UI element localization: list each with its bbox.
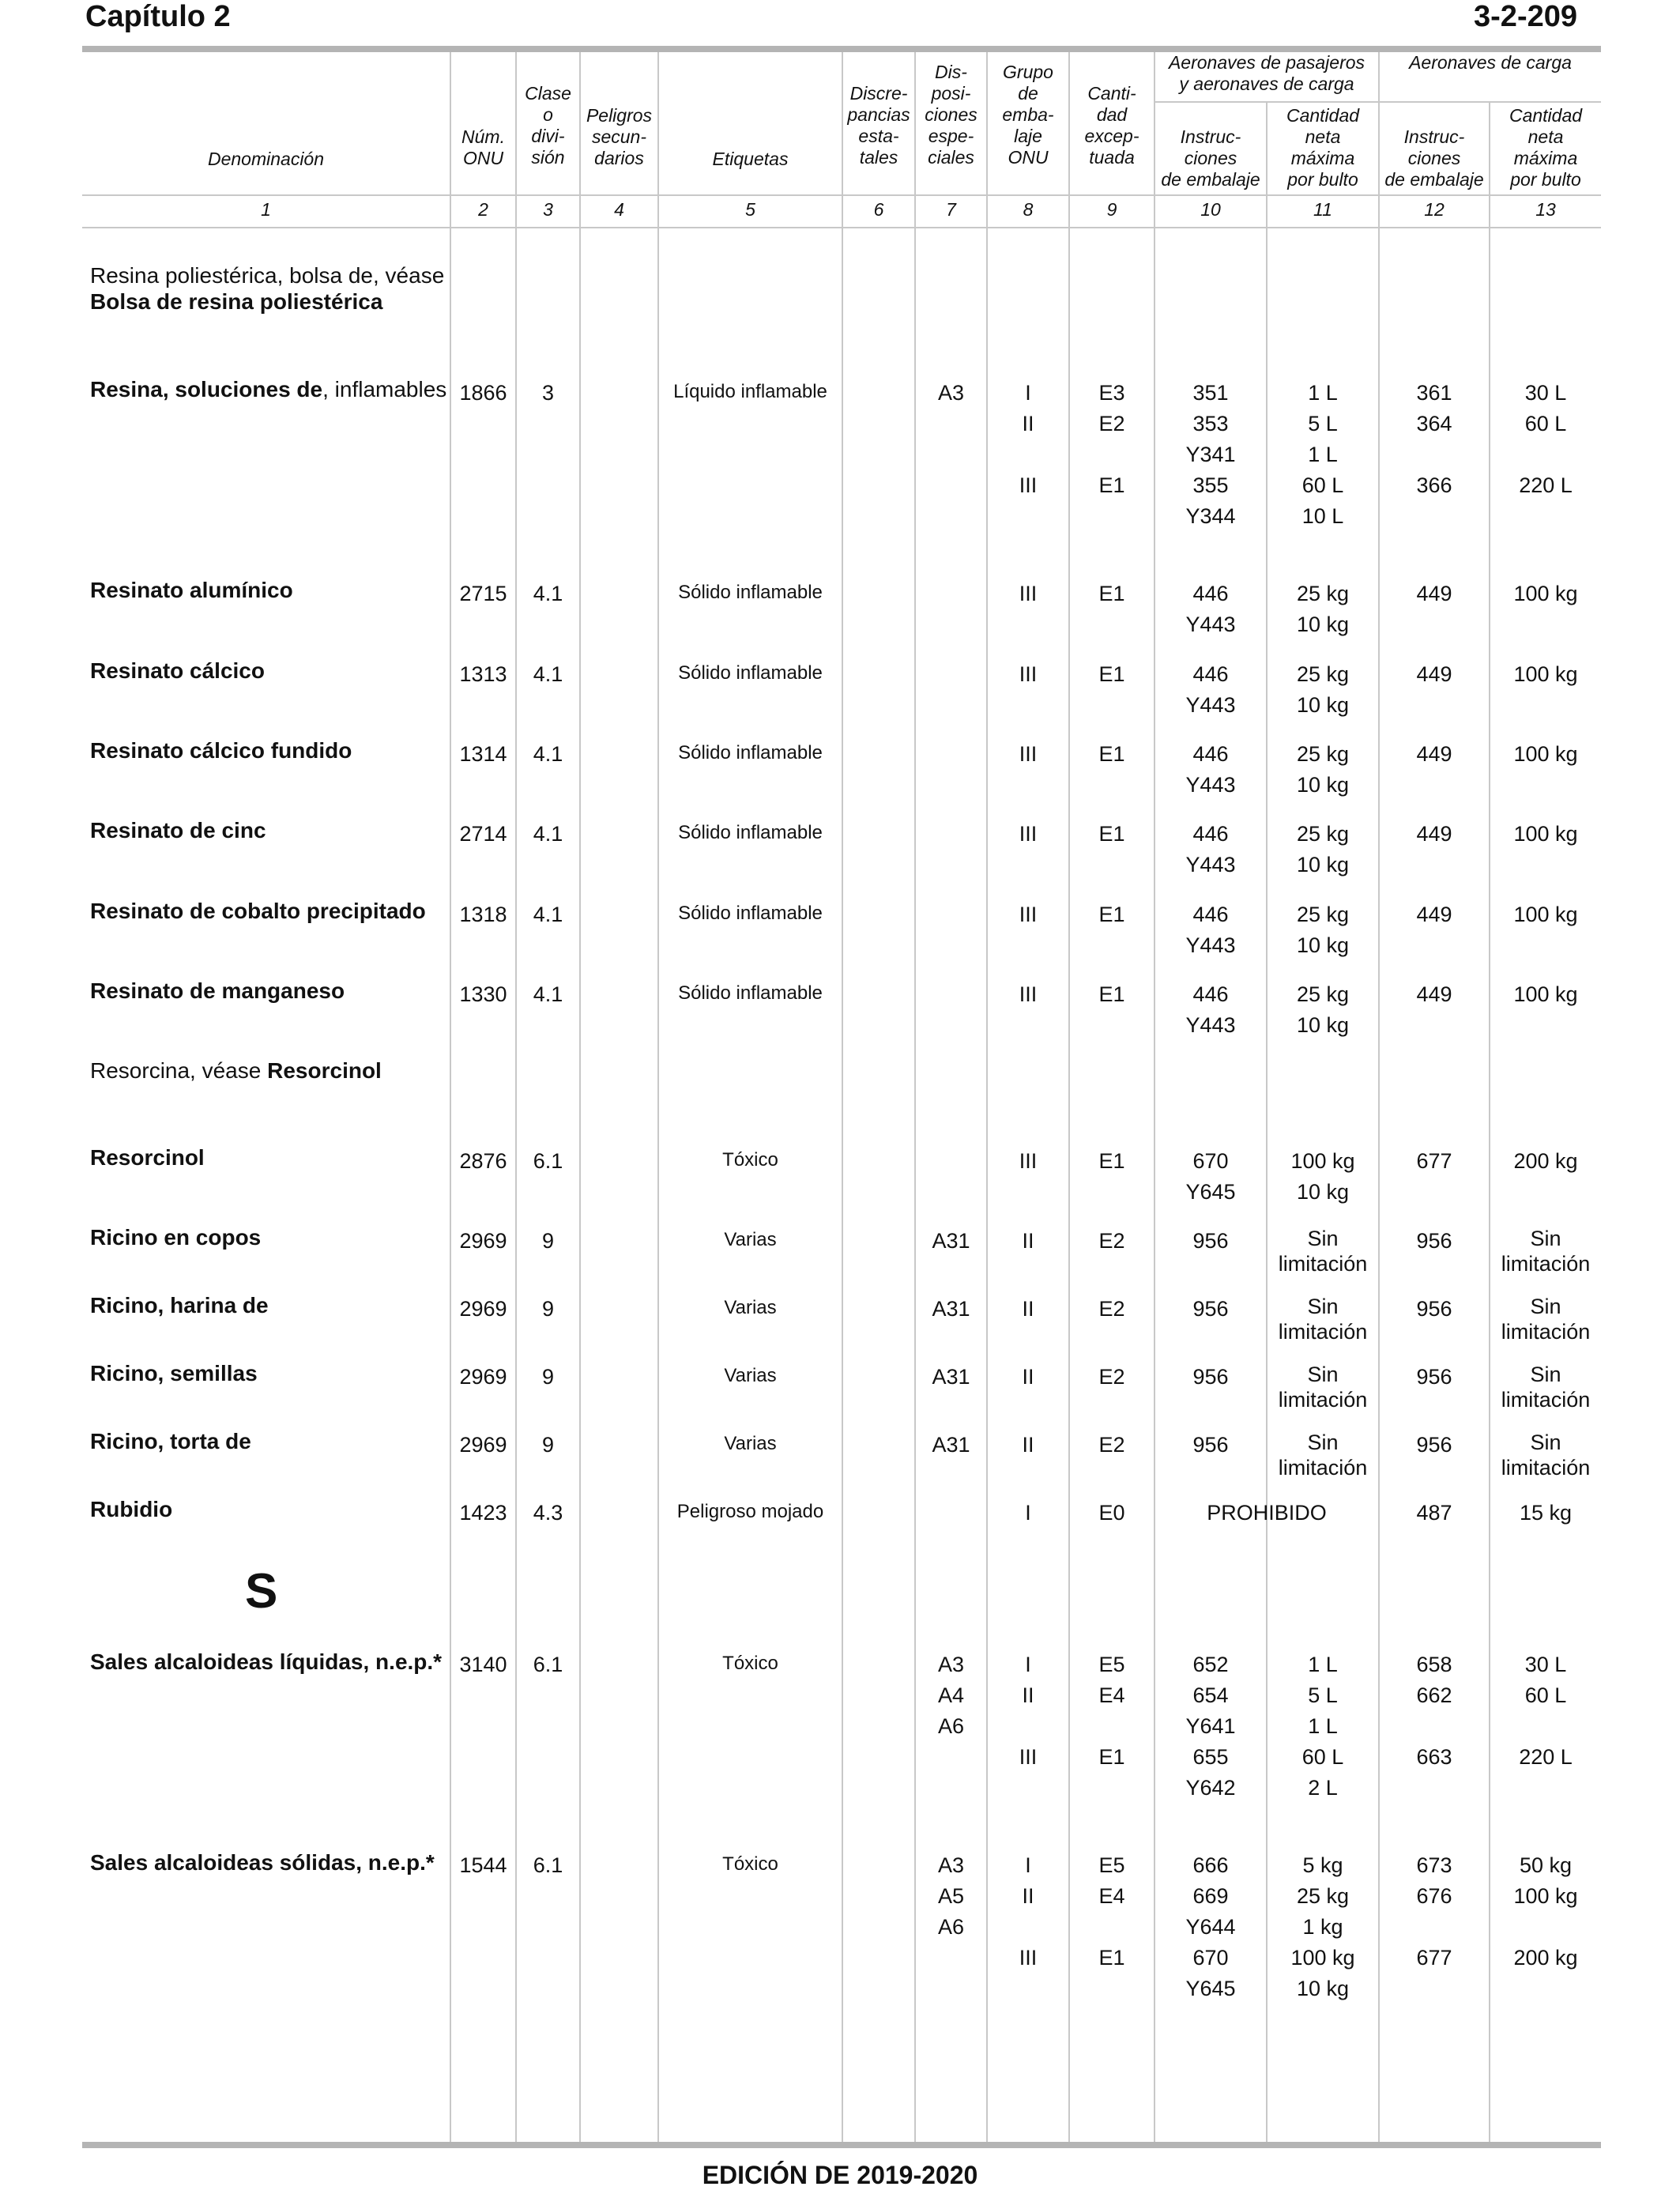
max-quantity-passenger: 25 kg 10 kg (1296, 742, 1350, 797)
entry-name (90, 978, 454, 1004)
entry-name (90, 1496, 454, 1522)
entry-name-bold: Ricino en copos (90, 1225, 262, 1250)
header-peligros: Peligros secun- darios (586, 105, 653, 168)
entry-name (90, 577, 454, 603)
column-number: 9 (1106, 199, 1117, 220)
max-quantity-passenger: Sin limitación (1278, 1295, 1368, 1344)
label: Tóxico (722, 1149, 778, 1171)
column-number: 5 (745, 199, 755, 220)
col-line (986, 52, 988, 2142)
un-number: 3140 (459, 1653, 507, 1676)
un-number: 1318 (459, 903, 507, 926)
max-quantity-passenger: Sin limitación (1278, 1363, 1368, 1412)
max-quantity-passenger: 25 kg 10 kg (1296, 903, 1350, 957)
special-provisions: A31 (932, 1229, 970, 1253)
column-number: 4 (614, 199, 624, 220)
max-quantity-cargo: 100 kg (1513, 822, 1578, 846)
header-cantidad-pasajeros: Cantidad neta máxima por bulto (1286, 105, 1360, 190)
entry-name (90, 1144, 454, 1171)
excepted-quantity: E2 (1098, 1297, 1125, 1321)
class-division: 4.1 (533, 822, 563, 846)
packing-instruction-passenger: 446 Y443 (1185, 822, 1236, 876)
un-number: 2876 (459, 1149, 507, 1173)
col-line (1154, 52, 1155, 2142)
packing-instruction-passenger: 446 Y443 (1185, 903, 1236, 957)
packing-instruction-passenger: 446 Y443 (1185, 742, 1236, 797)
entry-name (90, 376, 454, 402)
header-group-carga: Aeronaves de carga (1409, 52, 1572, 73)
excepted-quantity: E2 (1098, 1229, 1125, 1253)
un-number: 1866 (459, 381, 507, 405)
header-denominacion: Denominación (207, 149, 325, 169)
special-provisions: A3 A4 A6 (937, 1653, 965, 1738)
max-quantity-passenger: 1 L 5 L 1 L 60 L 2 L (1301, 1653, 1344, 1800)
excepted-quantity: E1 (1098, 903, 1125, 926)
entry-name-bold: Resinato alumínico (90, 578, 293, 602)
class-division: 4.1 (533, 903, 563, 926)
max-quantity-passenger: 25 kg 10 kg (1296, 982, 1350, 1037)
column-number: 3 (543, 199, 553, 220)
packing-group: III (1019, 742, 1038, 766)
label: Sólido inflamable (678, 822, 823, 843)
packing-instruction-passenger: 956 (1192, 1365, 1229, 1389)
packing-instruction-passenger: 666 669 Y644 670 Y645 (1185, 1853, 1236, 2000)
entry-name-plain: Resorcina, véase (90, 1058, 262, 1083)
col-line (515, 52, 517, 2142)
max-quantity-cargo: 30 L 60 L 220 L (1519, 1653, 1573, 1769)
column-number: 1 (261, 199, 271, 220)
column-number: 8 (1023, 199, 1034, 220)
header-clase: Clase o divi- sión (525, 83, 571, 168)
col-line (1378, 52, 1380, 2142)
top-rule (82, 46, 1601, 52)
entry-name-bold: Ricino, semillas (90, 1361, 258, 1385)
label: Varias (724, 1365, 777, 1386)
excepted-quantity: E5 E4 E1 (1098, 1653, 1125, 1769)
packing-group: I II III (1019, 1853, 1038, 1970)
class-division: 6.1 (533, 1653, 563, 1676)
excepted-quantity: E2 (1098, 1433, 1125, 1457)
excepted-quantity: E0 (1098, 1501, 1125, 1525)
packing-group: III (1019, 903, 1038, 926)
entry-name-bold: Resinato de cinc (90, 818, 266, 843)
entry-name (90, 1224, 454, 1250)
entry-name (90, 1428, 454, 1454)
col-line (657, 52, 659, 2142)
entry-name-bold: Ricino, torta de (90, 1429, 251, 1453)
label: Varias (724, 1297, 777, 1318)
entry-name-bold: Resinato de cobalto precipitado (90, 899, 426, 923)
max-quantity-passenger: 25 kg 10 kg (1296, 582, 1350, 636)
packing-group: II (1022, 1433, 1034, 1457)
packing-instruction-cargo: 658 662 663 (1416, 1653, 1452, 1769)
entry-name-bold: Resinato cálcico fundido (90, 738, 352, 763)
packing-instruction-cargo: 449 (1416, 662, 1452, 686)
max-quantity-cargo: 100 kg (1513, 903, 1578, 926)
entry-name-plain: Resina poliestérica, bolsa de, véase (90, 263, 445, 288)
packing-group: III (1019, 982, 1038, 1006)
max-quantity-passenger: 5 kg 25 kg 1 kg 100 kg 10 kg (1290, 1853, 1355, 2000)
max-quantity-cargo: 50 kg 100 kg 200 kg (1513, 1853, 1578, 1970)
un-number: 1330 (459, 982, 507, 1006)
packing-instruction-cargo: 956 (1416, 1297, 1452, 1321)
label: Sólido inflamable (678, 662, 823, 684)
packing-instruction-cargo: 449 (1416, 982, 1452, 1006)
entry-name (90, 1649, 454, 1675)
packing-instruction-cargo: 956 (1416, 1433, 1452, 1457)
header-num-onu: Núm. ONU (461, 126, 505, 168)
packing-instruction-cargo: 487 (1416, 1501, 1452, 1525)
packing-group: III (1019, 662, 1038, 686)
packing-instruction-cargo: 449 (1416, 903, 1452, 926)
entry-name (90, 737, 454, 763)
special-provisions: A3 (937, 381, 965, 405)
packing-group: I II III (1019, 1653, 1038, 1769)
entry-name-bold: Resorcinol (267, 1058, 382, 1083)
class-division: 4.3 (533, 1501, 563, 1525)
edition-footer: EDICIÓN DE 2019-2020 (702, 2161, 978, 2189)
entry-name-bold: Resinato de manganeso (90, 978, 345, 1003)
excepted-quantity: E2 (1098, 1365, 1125, 1389)
entry-name-plain: , inflamables (322, 377, 447, 401)
col-line (579, 52, 581, 2142)
un-number: 1314 (459, 742, 507, 766)
packing-group: III (1019, 1149, 1038, 1173)
packing-instruction-passenger: 956 (1192, 1229, 1229, 1253)
excepted-quantity: E1 (1098, 982, 1125, 1006)
packing-instruction-cargo: 673 676 677 (1416, 1853, 1452, 1970)
max-quantity-cargo: Sin limitación (1501, 1227, 1591, 1276)
label: Varias (724, 1229, 777, 1250)
un-number: 1423 (459, 1501, 507, 1525)
class-division: 9 (541, 1297, 555, 1321)
packing-instruction-passenger: 351 353 Y341 355 Y344 (1185, 381, 1236, 528)
label: Peligroso mojado (676, 1501, 824, 1522)
un-number: 2969 (459, 1297, 507, 1321)
max-quantity-cargo: Sin limitación (1501, 1363, 1591, 1412)
label: Sólido inflamable (678, 582, 823, 603)
entry-name (90, 1849, 454, 1875)
packing-instruction-passenger: 446 Y443 (1185, 662, 1236, 717)
packing-instruction-cargo: 361 364 366 (1416, 381, 1452, 497)
column-number: 10 (1200, 199, 1221, 220)
max-quantity-cargo: Sin limitación (1501, 1431, 1591, 1480)
un-number: 2969 (459, 1433, 507, 1457)
packing-instruction-passenger: 446 Y443 (1185, 982, 1236, 1037)
entry-name-bold: Resinato cálcico (90, 658, 265, 683)
header-grupo-embalaje: Grupo de emba- laje ONU (1002, 62, 1054, 168)
max-quantity-cargo: 200 kg (1513, 1149, 1578, 1173)
un-number: 1313 (459, 662, 507, 686)
header-disposiciones: Dis- posi- ciones espe- ciales (925, 62, 977, 168)
max-quantity-cargo: Sin limitación (1501, 1295, 1591, 1344)
un-number: 2969 (459, 1365, 507, 1389)
class-division: 6.1 (533, 1853, 563, 1877)
header-cantidad-exceptuada: Canti- dad excep- tuada (1084, 83, 1139, 168)
bottom-rule (82, 2142, 1601, 2148)
max-quantity-cargo: 30 L 60 L 220 L (1519, 381, 1573, 497)
entry-name-bold: Resorcinol (90, 1145, 205, 1170)
un-number: 2715 (459, 582, 507, 605)
packing-group: II (1022, 1297, 1034, 1321)
col-line (914, 52, 916, 2142)
column-number: 6 (873, 199, 884, 220)
column-number: 7 (946, 199, 956, 220)
col-line (1068, 52, 1070, 2142)
class-division: 4.1 (533, 742, 563, 766)
class-division: 4.1 (533, 582, 563, 605)
entry-name-bold: Ricino, harina de (90, 1293, 269, 1318)
max-quantity-passenger: 100 kg 10 kg (1290, 1149, 1355, 1204)
entry-name-bold: Sales alcaloideas sólidas, n.e.p.* (90, 1850, 435, 1875)
entry-name-bold: Rubidio (90, 1497, 173, 1521)
section-letter: S (245, 1564, 278, 1619)
max-quantity-passenger: Sin limitación (1278, 1227, 1368, 1276)
max-quantity-cargo: 100 kg (1513, 982, 1578, 1006)
packing-instruction-passenger: 956 (1192, 1297, 1229, 1321)
entry-name (90, 1292, 454, 1318)
max-quantity-passenger: 25 kg 10 kg (1296, 822, 1350, 876)
column-number: 13 (1535, 199, 1556, 220)
header-group-pasajeros: Aeronaves de pasajeros y aeronaves de carga (1168, 52, 1365, 94)
excepted-quantity: E1 (1098, 1149, 1125, 1173)
entry-name (90, 658, 454, 684)
excepted-quantity: E1 (1098, 742, 1125, 766)
max-quantity-cargo: 100 kg (1513, 662, 1578, 686)
header-instrucciones-carga: Instruc- ciones de embalaje (1384, 126, 1484, 190)
excepted-quantity: E1 (1098, 582, 1125, 605)
un-number: 2969 (459, 1229, 507, 1253)
entry-name (90, 1057, 454, 1084)
packing-group: II (1022, 1229, 1034, 1253)
chapter-title: Capítulo 2 (85, 0, 231, 33)
max-quantity-passenger: 25 kg 10 kg (1296, 662, 1350, 717)
excepted-quantity: E3 E2 E1 (1098, 381, 1125, 497)
un-number: 1544 (459, 1853, 507, 1877)
label: Tóxico (722, 1853, 778, 1875)
class-division: 9 (541, 1365, 555, 1389)
packing-instruction-passenger: 446 Y443 (1185, 582, 1236, 636)
label: Varias (724, 1433, 777, 1454)
page-number: 3-2-209 (1474, 0, 1577, 33)
column-number: 11 (1313, 199, 1332, 220)
label: Sólido inflamable (678, 742, 823, 763)
special-provisions: A31 (932, 1297, 970, 1321)
header-instrucciones-pasajeros: Instruc- ciones de embalaje (1161, 126, 1260, 190)
forbidden-status: PROHIBIDO (1207, 1501, 1327, 1525)
special-provisions: A31 (932, 1365, 970, 1389)
special-provisions: A31 (932, 1433, 970, 1457)
packing-instruction-cargo: 677 (1416, 1149, 1452, 1173)
max-quantity-passenger: 1 L 5 L 1 L 60 L 10 L (1301, 381, 1344, 528)
packing-instruction-passenger: 956 (1192, 1433, 1229, 1457)
packing-instruction-cargo: 956 (1416, 1229, 1452, 1253)
class-division: 3 (541, 381, 555, 405)
packing-group: I II III (1019, 381, 1038, 497)
class-division: 6.1 (533, 1149, 563, 1173)
label: Líquido inflamable (673, 381, 827, 402)
excepted-quantity: E1 (1098, 662, 1125, 686)
group-divider (1154, 101, 1601, 103)
class-division: 4.1 (533, 662, 563, 686)
column-number: 2 (478, 199, 488, 220)
header-discrepancias: Discre- pancias esta- tales (847, 83, 910, 168)
packing-instruction-cargo: 449 (1416, 742, 1452, 766)
entry-name (90, 898, 454, 924)
col-line (842, 52, 843, 2142)
packing-instruction-cargo: 956 (1416, 1365, 1452, 1389)
packing-group: III (1019, 582, 1038, 605)
max-quantity-passenger: Sin limitación (1278, 1431, 1368, 1480)
col-line (450, 52, 451, 2142)
max-quantity-cargo: 100 kg (1513, 742, 1578, 766)
un-number: 2714 (459, 822, 507, 846)
entry-name (90, 817, 454, 843)
class-division: 9 (541, 1433, 555, 1457)
packing-instruction-passenger: 670 Y645 (1185, 1149, 1236, 1204)
header-etiquetas: Etiquetas (712, 149, 789, 169)
packing-group: I (1025, 1501, 1031, 1525)
packing-group: III (1019, 822, 1038, 846)
class-division: 4.1 (533, 982, 563, 1006)
packing-instruction-cargo: 449 (1416, 822, 1452, 846)
header-cantidad-carga: Cantidad neta máxima por bulto (1509, 105, 1583, 190)
entry-name-bold: Resina, soluciones de (90, 377, 323, 401)
label: Sólido inflamable (678, 903, 823, 924)
excepted-quantity: E5 E4 E1 (1098, 1853, 1125, 1970)
max-quantity-cargo: 15 kg (1519, 1501, 1573, 1525)
label: Tóxico (722, 1653, 778, 1674)
excepted-quantity: E1 (1098, 822, 1125, 846)
special-provisions: A3 A5 A6 (937, 1853, 965, 1939)
entry-name-bold: Bolsa de resina poliestérica (90, 289, 383, 314)
packing-instruction-passenger: 652 654 Y641 655 Y642 (1185, 1653, 1236, 1800)
class-division: 9 (541, 1229, 555, 1253)
packing-instruction-cargo: 449 (1416, 582, 1452, 605)
column-number: 12 (1424, 199, 1445, 220)
max-quantity-cargo: 100 kg (1513, 582, 1578, 605)
packing-group: II (1022, 1365, 1034, 1389)
entry-name (90, 262, 454, 315)
entry-name-bold: Sales alcaloideas líquidas, n.e.p.* (90, 1649, 443, 1674)
label: Sólido inflamable (678, 982, 823, 1004)
entry-name (90, 1360, 454, 1386)
